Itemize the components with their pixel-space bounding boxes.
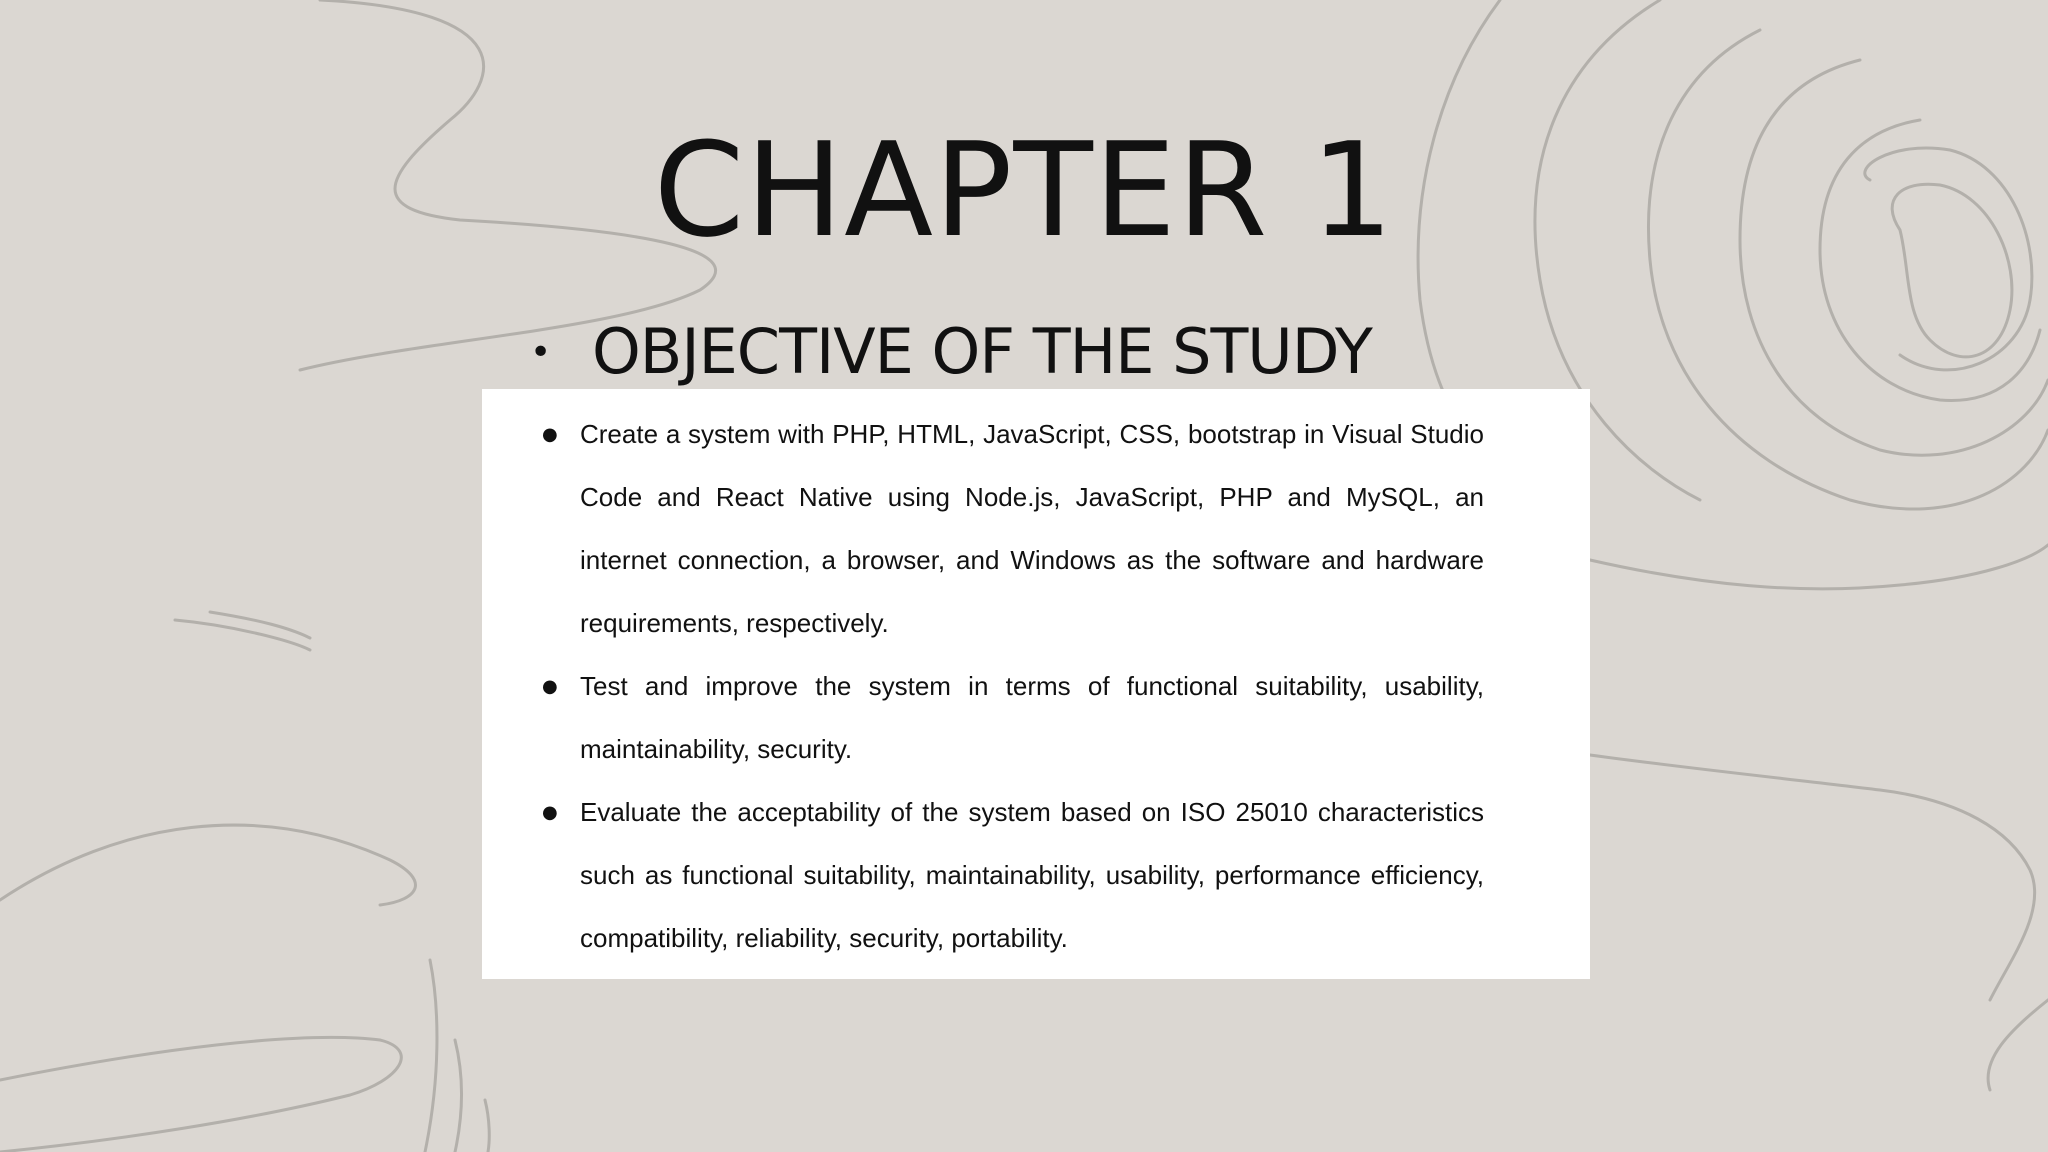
subtitle-text: OBJECTIVE OF THE STUDY bbox=[592, 315, 1372, 388]
objective-text: Test and improve the system in terms of functional suitability, usability, maintainability, security. bbox=[580, 671, 1484, 764]
objective-item-1 bbox=[542, 403, 1484, 655]
objective-text: Create a system with PHP, HTML, JavaScript, CSS, bootstrap in Visual Studio Code and React Native using Node.js, JavaScript, PHP and MySQL, an internet connection, a browser, and Windows as the software and hardware requirements, respectively. bbox=[580, 419, 1484, 638]
objectives-list bbox=[542, 403, 1484, 970]
objective-bullet: ● bbox=[542, 802, 558, 823]
objective-text: Evaluate the acceptability of the system based on ISO 25010 characteristics such as functional suitability, maintainability, usability, performance efficiency, compatibility, reliability, security, portability. bbox=[580, 797, 1484, 953]
objective-bullet: ● bbox=[542, 424, 558, 445]
slide-title: CHAPTER 1 bbox=[653, 114, 1395, 266]
objectives-panel bbox=[482, 389, 1590, 979]
subtitle-row bbox=[530, 312, 1372, 392]
objective-item-2 bbox=[542, 655, 1484, 781]
objective-bullet: ● bbox=[542, 676, 558, 697]
objective-item-3 bbox=[542, 781, 1484, 970]
subtitle-bullet: • bbox=[530, 331, 552, 373]
